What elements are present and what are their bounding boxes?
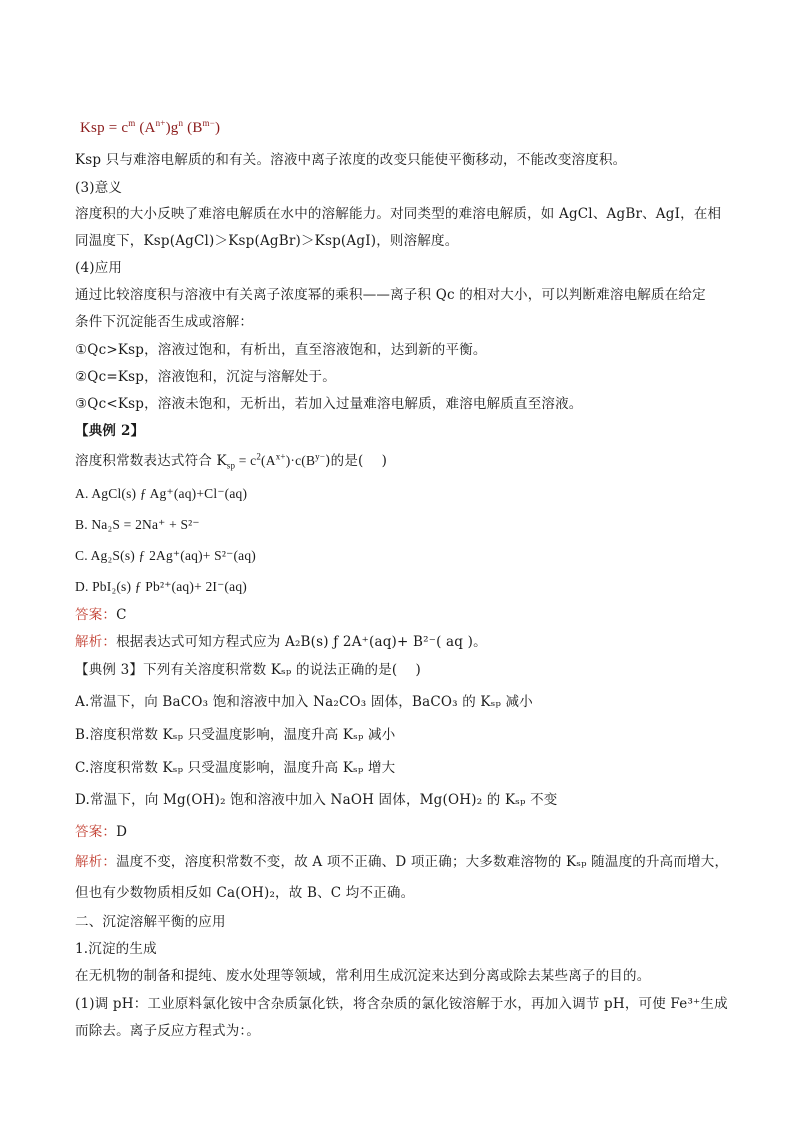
formula-text: ) <box>165 120 171 136</box>
formula-sup: n <box>178 118 184 128</box>
section-title: 二、沉淀溶解平衡的应用 <box>75 914 226 930</box>
example-2-header: 【典例 2】 <box>75 423 145 439</box>
paragraph: Ksp 只与难溶电解质的和有关。溶液中离子浓度的改变只能使平衡移动，不能改变溶度积。 <box>75 152 627 168</box>
subsection-title: 1.沉淀的生成 <box>75 941 157 957</box>
question-sub: sp <box>226 460 236 471</box>
option-c: C.溶度积常数 Kₛₚ 只受温度影响，温度升高 Kₛₚ 增大 <box>75 760 396 776</box>
option-d: D.常温下，向 Mg(OH)₂ 饱和溶液中加入 NaOH 固体，Mg(OH)₂ 的 Kₛₚ 不变 <box>75 792 558 808</box>
option-c: C. Ag₂S(s) ƒ 2Ag⁺(aq)+ S²⁻(aq) <box>75 548 256 563</box>
analysis-text: 温度不变，溶度积常数不变，故 A 项不正确、D 项正确；大多数难溶物的 Kₛₚ 随温度的升高而增大， <box>116 854 729 870</box>
list-item: ③Qc<Ksp，溶液未饱和，无析出，若加入过量难溶电解质，难溶电解质直至溶液。 <box>75 396 583 412</box>
paragraph: 在无机物的制备和提纯、废水处理等领域，常利用生成沉淀来达到分离或除去某些离子的目的。 <box>75 968 651 984</box>
question-text: = c <box>235 453 257 468</box>
answer-label: 答案： <box>75 824 117 840</box>
question-text: )的是( ) <box>325 453 388 469</box>
ksp-formula <box>80 118 220 138</box>
analysis-label: 解析： <box>75 854 117 870</box>
list-item: ①Qc>Ksp，溶液过饱和，有析出，直至溶液饱和，达到新的平衡。 <box>75 342 487 358</box>
question-text: )·c(B <box>285 453 316 468</box>
example-2-question <box>75 451 387 471</box>
list-item: ②Qc=Ksp，溶液饱和，沉淀与溶解处于。 <box>75 369 336 385</box>
example-3-question: 【典例 3】下列有关溶度积常数 Kₛₚ 的说法正确的是( ) <box>75 662 422 678</box>
question-text: (A <box>261 453 276 468</box>
formula-text: Ksp = c <box>80 120 129 136</box>
question-sup: 2 <box>256 451 262 462</box>
formula-sup: n+ <box>155 118 166 128</box>
paragraph: (1)调 pH：工业原料氯化铵中含杂质氯化铁，将含杂质的氯化铵溶解于水，再加入调节 pH，可使 Fe³⁺生成 <box>75 996 728 1012</box>
answer-line <box>75 822 127 842</box>
answer-line <box>75 605 127 625</box>
paragraph: 条件下沉淀能否生成或溶解： <box>75 314 254 330</box>
question-text: 溶度积常数表达式符合 K <box>75 453 227 469</box>
answer-value: C <box>116 607 127 623</box>
paragraph: 通过比较溶度积与溶液中有关离子浓度幂的乘积——离子积 Qc 的相对大小，可以判断难溶电解质在给定 <box>75 287 706 303</box>
formula-text: ) <box>215 120 221 136</box>
formula-text: g <box>170 120 179 136</box>
formula-sup: m <box>128 118 136 128</box>
formula-text: (B <box>183 120 203 136</box>
analysis-line <box>75 632 487 652</box>
paragraph: 同温度下，Ksp(AgCl)＞Ksp(AgBr)＞Ksp(AgI)，则溶解度。 <box>75 233 459 249</box>
answer-value: D <box>116 824 128 840</box>
question-sup: x+ <box>275 451 286 462</box>
option-a: A.常温下，向 BaCO₃ 饱和溶液中加入 Na₂CO₃ 固体，BaCO₃ 的 Kₛₚ 减小 <box>75 694 533 710</box>
analysis-line <box>75 852 728 872</box>
analysis-text: 根据表达式可知方程式应为 A₂B(s) ƒ 2A⁺(aq)+ B²⁻( aq )。 <box>116 634 487 650</box>
section-heading: (3)意义 <box>75 180 123 196</box>
section-heading: (4)应用 <box>75 260 123 276</box>
paragraph: 而除去。离子反应方程式为：。 <box>75 1023 261 1039</box>
formula-sup: m− <box>202 118 216 128</box>
analysis-label: 解析： <box>75 634 117 650</box>
option-b: B.溶度积常数 Kₛₚ 只受温度影响，温度升高 Kₛₚ 减小 <box>75 727 396 743</box>
answer-label: 答案： <box>75 607 117 623</box>
analysis-line-2: 但也有少数物质相反如 Ca(OH)₂，故 B、C 均不正确。 <box>75 885 415 901</box>
option-a: A. AgCl(s) ƒ Ag⁺(aq)+Cl⁻(aq) <box>75 486 248 501</box>
option-b: B. Na₂S = 2Na⁺ + S²⁻ <box>75 517 200 532</box>
question-sup: y− <box>315 451 326 462</box>
option-d: D. PbI₂(s) ƒ Pb²⁺(aq)+ 2I⁻(aq) <box>75 579 247 594</box>
paragraph: 溶度积的大小反映了难溶电解质在水中的溶解能力。对同类型的难溶电解质，如 AgCl、AgBr、AgI，在相 <box>75 206 722 222</box>
formula-text: (A <box>135 120 156 136</box>
